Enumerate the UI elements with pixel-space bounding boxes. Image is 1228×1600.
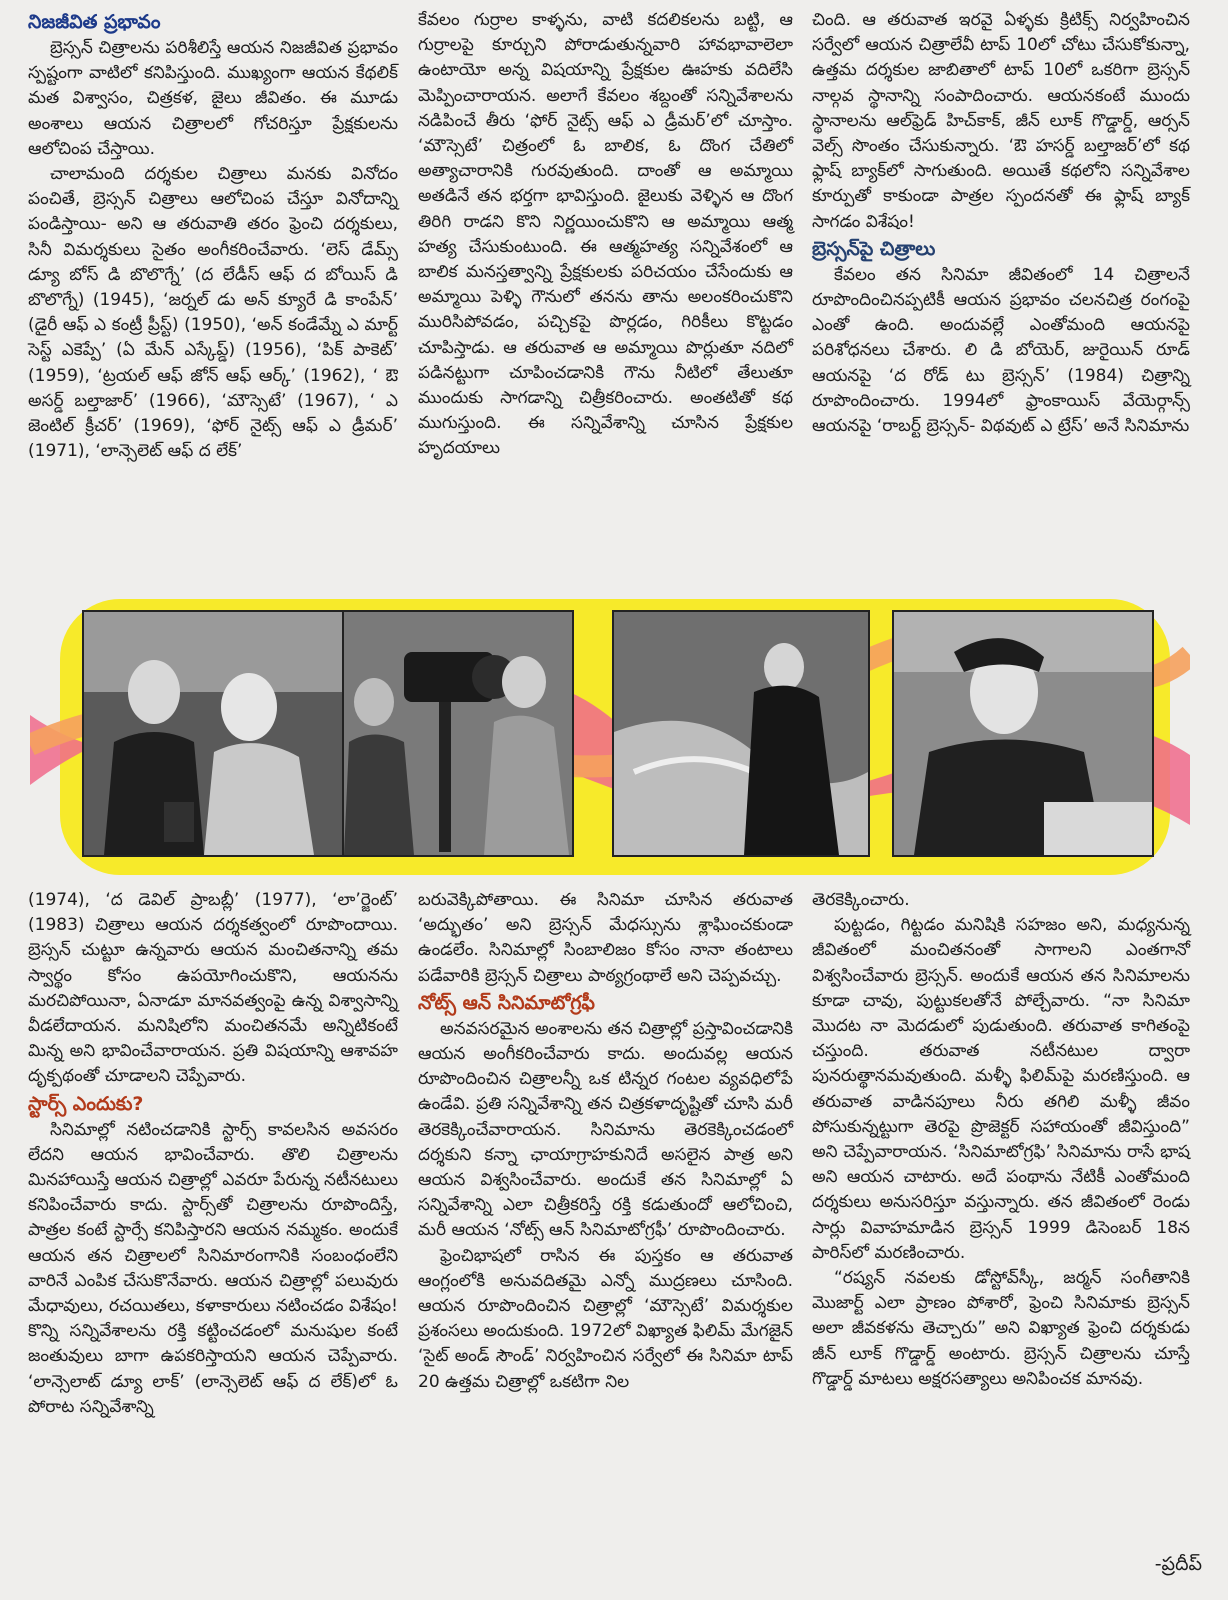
column-1-bottom (28, 888, 398, 1420)
paragraph: కేవలం తన సినిమా జీవితంలో 14 చిత్రాలనే రూపొందించినప్పటికీ ఆయన ప్రభావం చలనచిత్ర రంగంపై ఎంతో ఉంది. అందువల్లే ఎంతోమంది ఆయనపై పరిశోధనలు చేశారు. లి డి బోయెర్, జురైయిన్ రూడ్ ఆయనపై ‘ద రోడ్ టు బ్రెస్సన్’ (1984) చిత్రాన్ని రూపొందించారు. 1994లో ఫ్రాంకాయిస్ వేయెర్గాన్స్ ఆయనపై ‘రాబర్ట్ బ్రెస్సన్- విథవుట్ ఎ ట్రేస్’ అనే సినిమాను (812, 264, 1190, 437)
paragraph: పుట్టడం, గిట్టడం మనిషికి సహజం అని, మధ్యనున్న జీవితంలో మంచితనంతో సాగాలని ఎంతగానో విశ్వసించేవారు బ్రెస్సన్. అందుకే ఆయన తన సినిమాలను కూడా చావు, పుట్టుకలతోనే పోల్చేవారు. “నా సినిమా మొదట నా మెదడులో పుడుతుంది. తరువాత కాగితంపై చస్తుంది. తరువాత నటీనటుల ద్వారా పునరుత్థానమవుతుంది. మళ్ళీ ఫిలిమ్‌పై మరణిస్తుంది. ఆ తరువాత వాడినపూలు నీరు తగిలి మళ్ళీ జీవం పోసుకున్నట్టుగా తెరపై ప్రొజెక్టర్ సహాయంతో జీవిస్తుంది” అని చెప్పేవారాయన. ‘సినిమాటోగ్రఫి’ సినిమాను రాసే భాష అని ఆయన చాటారు. అదే పంథాను నేటికీ ఎంతోమంది దర్శకులు అనుసరిస్తూ వస్తున్నారు. తన జీవితంలో రెండు సార్లు వివాహమాడిన బ్రెస్సన్ 1999 డిసెంబర్ 18న పారిస్‌లో మరణించారు. (812, 915, 1190, 1263)
section-heading-films-on-bresson: బ్రెస్సన్‌పై చిత్రాలు (812, 237, 936, 260)
column-2-bottom (418, 888, 793, 1395)
section-heading-notes-on-cinematography: నోట్స్ ఆన్ సినిమాటోగ్రఫీ (418, 991, 595, 1014)
film-still-man-by-water (612, 610, 870, 857)
column-3-top (812, 8, 1190, 439)
column-1-top (28, 8, 398, 464)
paragraph: చింది. ఆ తరువాత ఇరవై ఏళ్ళకు క్రిటిక్స్ నిర్వహించిన సర్వేలో ఆయన చిత్రాలేవీ టాప్ 10లో చోటు చేసుకోకున్నా, ఉత్తమ దర్శకుల జాబితాలో టాప్ 10లో ఒకరిగా బ్రెస్సన్ నాల్గవ స్థానాన్ని సంపాదించారు. ఆయనకంటే ముందు స్థానాలను ఆల్‌ఫ్రెడ్ హిచ్‌కాక్, జీన్ లూక్ గొడ్డార్డ్, ఆర్సన్ వెల్స్ సొంతం చేసుకున్నారు. ‘ఔ హసర్డ్ బల్తాజర్’లో కథ ఫ్లాష్ బ్యాక్‌లో సాగుతుంది. అయితే కథలోని సన్నివేశాల కూర్పుతో కాకుండా పాత్రల స్పందనతో ఈ ఫ్లాష్ బ్యాక్ సాగడం విశేషం! (812, 10, 1190, 232)
column-2-top (418, 8, 793, 462)
paragraph: “రష్యన్ నవలకు డోస్టోవ్‌స్కీ, జర్మన్ సంగీతానికి మొజార్ట్ ఎలా ప్రాణం పోశారో, ఫ్రెంచి సినిమాకు బ్రెస్సన్ అలా జీవకళను తెచ్చారు” అని విఖ్యాత ఫ్రెంచి దర్శకుడు జీన్ లూక్ గొడ్డార్డ్ అంటారు. బ్రెస్సన్ చిత్రాలను చూస్తే గొడ్డార్డ్ మాటలు అక్షరసత్యాలు అనిపించక మానవు. (812, 1268, 1190, 1389)
paragraph: బ్రెస్సన్ చిత్రాలను పరిశీలిస్తే ఆయన నిజజీవిత ప్రభావం స్పష్టంగా వాటిలో కనిపిస్తుంది. ముఖ్యంగా ఆయన కేథలిక్ మత విశ్వాసం, చిత్రకళ, జైలు జీవితం. ఈ మూడు అంశాలు ఆయన చిత్రాలలో గోచరిస్తూ ప్రేక్షకులను ఆలోచింప చేస్తాయి. (28, 38, 398, 159)
author-byline: -ప్రదీప్ (1154, 1553, 1202, 1575)
column-3-bottom (812, 888, 1190, 1392)
film-still-camera-crew (342, 610, 574, 857)
paragraph: (1974), ‘ద డెవిల్ ప్రాబబ్లీ’ (1977), ‘లా’ర్జెంట్’ (1983) చిత్రాలు ఆయన దర్శకత్వంలో రూపొందాయి. బ్రెస్సన్ చుట్టూ ఉన్నవారు ఆయన మంచితనాన్ని తమ స్వార్థం కోసం ఉపయోగించుకొని, ఆయనను మరచిపోయినా, ఏనాడూ మానవత్వంపై ఉన్న విశ్వాసాన్ని వీడలేదాయన. మనిషిలోని మంచితనమే అన్నిటికంటే మిన్న అని భావించేవారాయన. ప్రతి విషయాన్ని ఆశావహ దృక్పథంతో చూడాలని చెప్పేవారు. (28, 890, 398, 1087)
section-heading-why-stars: స్టార్స్ ఎందుకు? (28, 1092, 144, 1115)
paragraph: సినిమాల్లో నటించడానికి స్టార్స్ కావలసిన అవసరం లేదని ఆయన భావించేవారు. తొలి చిత్రాలను మినహాయిస్తే ఆయన చిత్రాల్లో ఎవరూ పేరున్న నటీనటులు కనిపించేవారు కాదు. స్టార్స్‌తో చిత్రాలను రూపొందిస్తే, పాత్రల కంటే స్టార్సే కనిపిస్తారని ఆయన నమ్మకం. అందుకే ఆయన తన చిత్రాలలో సినిమారంగానికి సంబంధంలేని వారినే ఎంపిక చేసుకొనేవారు. ఆయన చిత్రాల్లో పలువురు మేధావులు, రచయితలు, కళాకారులు నటించడం విశేషం! కొన్ని సన్నివేశాలను రక్తి కట్టించడంలో మనుషుల కంటే జంతువులు బాగా ఉపకరిస్తాయని ఆయన చెప్పేవారు. ‘లాన్సెలాట్ డ్యూ లాక్’ (లాన్సెలెట్ ఆఫ్ ద లేక్)లో ఓ పోరాట సన్నివేశాన్ని (28, 1119, 398, 1417)
paragraph: ఫ్రెంచిభాషలో రాసిన ఈ పుస్తకం ఆ తరువాత ఆంగ్లంలోకి అనువదితమై ఎన్నో ముద్రణలు చూసింది. ఆయన రూపొందించిన చిత్రాల్లో ‘మౌస్సెటే’ విమర్శకుల ప్రశంసలు అందుకుంది. 1972లో విఖ్యాత ఫిలిమ్ మేగజైన్ ‘సైట్ అండ్ సౌండ్’ నిర్వహించిన సర్వేలో ఈ సినిమా టాప్ 20 ఉత్తమ చిత్రాల్లో ఒకటిగా నిల (418, 1245, 793, 1392)
film-still-couple (82, 610, 344, 857)
paragraph: అనవసరమైన అంశాలను తన చిత్రాల్లో ప్రస్తావించడానికి ఆయన అంగీకరించేవారు కాదు. అందువల్ల ఆయన రూపొందించిన చిత్రాలన్నీ ఒక టిన్నర గంటల వ్యవధిలోపే ఉండేవి. ప్రతి సన్నివేశాన్ని తన చిత్రకళాదృష్టితో చూసి మరీ తెరకెక్కించేవారాయన. సినిమాను తెరకెక్కించడంలో దర్శకుని కన్నా ఛాయాగ్రాహకునిదే అసలైన పాత్ర అని ఆయన విశ్వసించేవారు. అందుకే తన సినిమాల్లో ఏ సన్నివేశాన్ని ఎలా చిత్రీకరిస్తే రక్తి కడుతుందో ఆలోచించి, మరీ ఆయన ‘నోట్స్ ఆన్ సినిమాటోగ్రఫీ’ రూపొందించారు. (418, 1018, 793, 1241)
film-still-writing-man (892, 610, 1154, 857)
section-heading-real-life-influence: నిజజీవిత ప్రభావం (28, 11, 161, 33)
paragraph: కేవలం గుర్రాల కాళ్ళను, వాటి కదలికలను బట్టి, ఆ గుర్రాలపై కూర్చుని పోరాడుతున్నవారి హావభావాలెలా ఉంటాయో అన్న విషయాన్ని ప్రేక్షకుల ఊహకు వదిలేసి మెప్పించారాయన. అలాగే కేవలం శబ్దంతో సన్నివేశాలను నడిపించే తీరు ‘ఫోర్ నైట్స్ ఆఫ్ ఎ డ్రీమర్’లో చూస్తాం. ‘మౌస్సెటే’ చిత్రంలో ఓ బాలిక, ఓ దొంగ చేతిలో అత్యాచారానికి గురవుతుంది. దాంతో ఆ అమ్మాయి అతడినే తన భర్తగా భావిస్తుంది. జైలుకు వెళ్ళిన ఆ దొంగ తిరిగి రాడని కొని నిర్ణయించుకొని ఆ అమ్మాయి ఆత్మ హత్య చేసుకుంటుంది. ఈ ఆత్మహత్య సన్నివేశంలో ఆ బాలిక మనస్తత్వాన్ని ప్రేక్షకులకు పరిచయం చేసేందుకు ఆ అమ్మాయి పెళ్ళి గౌనులో తనను తాను అలంకరించుకొని మురిసిపోవడం, పచ్చికపై పొర్లడం, గిరికీలు కొట్టడం చూపిస్తాడు. ఆ తరువాత ఆ అమ్మాయి పొర్లుతూ నదిలో పడినట్టుగా చూపించడానికి గౌను నీటిలో తేలుతూ ముందుకు సాగడాన్ని చిత్రీకరించారు. అంతటితో కథ ముగుస్తుంది. ఈ సన్నివేశాన్ని చూసిన ప్రేక్షకుల హృదయాలు (418, 10, 793, 459)
photo-strip (30, 595, 1190, 880)
paragraph: బరువెక్కిపోతాయి. ఈ సినిమా చూసిన తరువాత ‘అద్భుతం’ అని బ్రెస్సన్ మేధస్సును శ్లాఘించకుండా ఉండలేం. సినిమాల్లో సింబాలిజం కోసం నానా తంటాలు పడేవారికి బ్రెస్సన్ చిత్రాలు పాఠ్యగ్రంథాలే అని చెప్పవచ్చు. (418, 890, 793, 986)
paragraph: చాలామంది దర్శకుల చిత్రాలు మనకు వినోదం పంచితే, బ్రెస్సన్ చిత్రాలు ఆలోచింప చేస్తూ వినోదాన్ని పండిస్తాయి- అని ఆ తరువాతి తరం ఫ్రెంచి దర్శకులు, సినీ విమర్శకులు సైతం అంగీకరించేవారు. ‘లెస్ డేమ్స్ డ్యూ బోస్ డి బొలొగ్నే’ (ద లేడీస్ ఆఫ్ ద బోయిస్ డి బొలొగ్నే) (1945), ‘జర్నల్ డు అన్ క్యూరే డి కాంపేన్’ (డైరీ ఆఫ్ ఎ కంట్రీ ప్రీస్ట్) (1950), ‘అన్ కండేమ్నే ఎ మార్ట్ సెస్ట్ ఎకెప్పే’ (ఏ మేన్ ఎస్కేప్డ్) (1956), ‘పిక్ పాకెట్’ (1959), ‘ట్రయల్ ఆఫ్ జోన్ ఆఫ్ ఆర్క్’ (1962), ‘ ఔ అసర్డ్ బల్తాజార్’ (1966), ‘మౌస్సెటే’ (1967), ‘ ఎ జెంటిల్ క్రీచర్’ (1969), ‘ఫోర్ నైట్స్ ఆఫ్ ఎ డ్రీమర్’ (1971), ‘లాన్సెలెట్ ఆఫ్ ద లేక్’ (28, 164, 398, 462)
paragraph: తెరకెక్కించారు. (812, 890, 910, 910)
